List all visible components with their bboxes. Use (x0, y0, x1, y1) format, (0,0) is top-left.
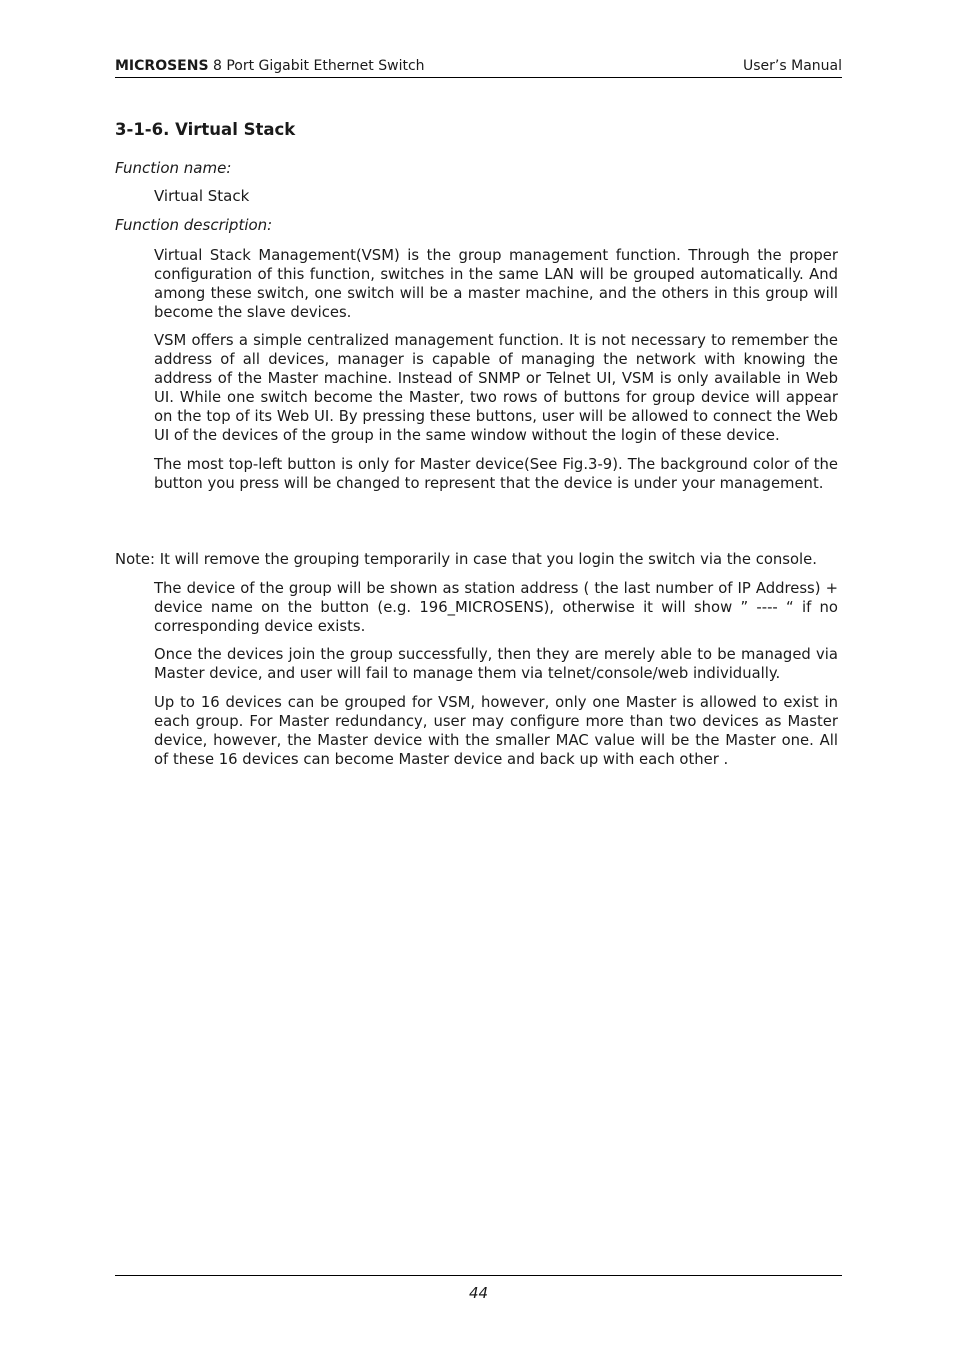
console-note: Note: It will remove the grouping temporarily in case that you login the switch via the console. (115, 551, 817, 568)
header-product: 8 Port Gigabit Ethernet Switch (208, 58, 425, 74)
description-paragraph: The most top-left button is only for Master device(See Fig.3-9). The background color of the button you press will be changed to represent that the device is under your management. (154, 456, 838, 492)
note-paragraph: Up to 16 devices can be grouped for VSM, however, only one Master is allowed to exist in each group. For Master redundancy, user may configure more than two devices as Master device, however, the Master device with the smaller MAC value will be the Master one. All of these 16 devices can become Master device and back up with each other . (154, 694, 838, 768)
function-name-label: Function name: (115, 159, 232, 177)
function-description-label: Function description: (115, 216, 273, 234)
header-brand: MICROSENS (115, 58, 209, 74)
note-paragraph: The device of the group will be shown as station address ( the last number of IP Address) + device name on the button (e.g. 196_MICROSENS), otherwise it will show ” ---- “ if no corresponding device exists. (154, 580, 838, 635)
description-paragraph: VSM offers a simple centralized management function. It is not necessary to remember the address of all devices, manager is capable of managing the network with knowing the address of the Master machine. Instead of SNMP or Telnet UI, VSM is only available in Web UI. While one switch become the Master, two rows of buttons for group device will appear on the top of its Web UI. By pressing these buttons, user will be allowed to connect the Web UI of the devices of the group in the same window without the login of these device. (154, 332, 838, 444)
function-name-value: Virtual Stack (154, 187, 250, 205)
description-paragraph: Virtual Stack Management(VSM) is the group management function. Through the proper configuration of this function, switches in the same LAN will be grouped automatically. And among these switch, one switch will be a master machine, and the others in this group will become the slave devices. (154, 247, 838, 321)
note-paragraph: Once the devices join the group successfully, then they are merely able to be managed via Master device, and user will fail to manage them via telnet/console/web individually. (154, 646, 838, 682)
section-title: 3-1-6. Virtual Stack (115, 120, 296, 139)
header-title (115, 57, 425, 75)
header-manual-label: User’s Manual (743, 58, 842, 74)
page-header (115, 57, 842, 78)
footer-divider (115, 1275, 842, 1276)
page-number: 44 (468, 1284, 489, 1302)
